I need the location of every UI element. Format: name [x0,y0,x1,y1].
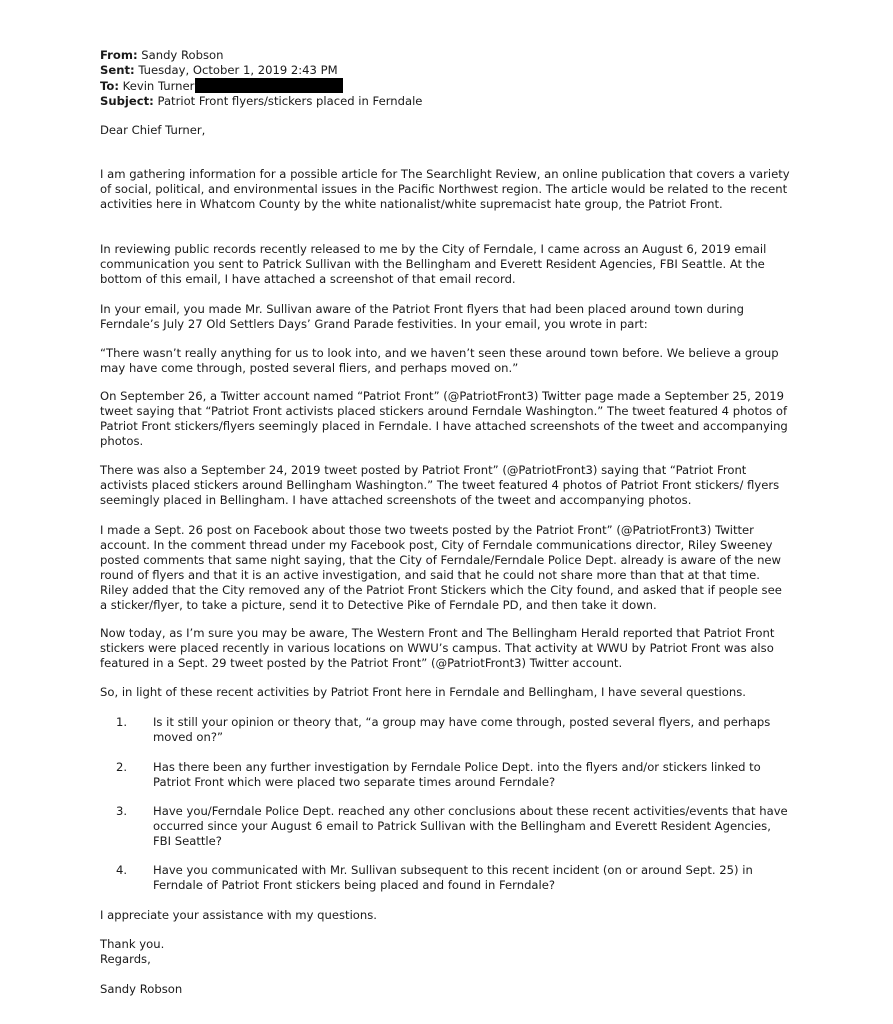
salutation: Dear Chief Turner, [100,123,206,137]
subject-line: Subject: Patriot Front flyers/stickers placed in Ferndale [100,94,423,108]
recipient-name: Kevin Turner [122,79,195,93]
quote-paragraph: “There wasn’t really anything for us to look into, and we haven’t seen these around town before. We believe a group may have come through, posted several fliers, and perhaps moved on.” [100,346,779,375]
question-text: Have you communicated with Mr. Sullivan subsequent to this recent incident (on or around Sept. 25) in Ferndale of Patriot Front stickers being placed and found in Ferndale? [153,863,753,892]
question-text: Has there been any further investigation by Ferndale Police Dept. into the flyers and/or stickers linked to Patriot Front which were placed two separate times around Ferndale? [153,760,761,789]
signature: Sandy Robson [100,982,183,996]
thank-you: Thank you. [100,937,165,951]
question-text: Have you/Ferndale Police Dept. reached any other conclusions about these recent activities/events that have occurred since your August 6 email to Patrick Sullivan with the Bellingham and Everett Resident Agencies, FBI Seattle? [153,804,788,848]
to-line: To: Kevin Turner [100,78,422,94]
question-number: 4. [116,863,128,877]
sent-date: Tuesday, October 1, 2019 2:43 PM [138,63,338,77]
paragraph: In reviewing public records recently released to me by the City of Ferndale, I came across an August 6, 2019 email communication you sent to Patrick Sullivan with the Bellingham and Everett Resident Agencies, FBI Seattle. At the bottom of this email, I have attached a screenshot of that email record. [100,242,767,286]
paragraph: There was also a September 24, 2019 tweet posted by Patriot Front” (@PatriotFront3) saying that “Patriot Front activists placed stickers around Bellingham Washington.” The tweet featured 4 photos of Patriot Front stickers/ flyers seemingly placed in Bellingham. I have attached screenshots of the tweet and accompanying photos. [100,463,780,507]
question-number: 1. [116,715,128,729]
sender-name: Sandy Robson [141,48,224,62]
paragraph: Now today, as I’m sure you may be aware, The Western Front and The Bellingham Herald reported that Patriot Front stickers were placed recently in various locations on WWU’s campus. That activity at WWU by Patriot Front was also featured in a Sept. 29 tweet posted by the Patriot Front” (@PatriotFront3) Twitter account. [100,626,775,670]
redaction-bar [195,78,343,93]
email-header [100,48,422,109]
paragraph: On September 26, a Twitter account named “Patriot Front” (@PatriotFront3) Twitter page made a September 25, 2019 tweet saying that “Patriot Front activists placed stickers around Ferndale Washington.” The tweet featured 4 photos of Patriot Front stickers/flyers seemingly placed in Ferndale. I have attached screenshots of the tweet and accompanying photos. [100,389,788,448]
paragraph: I made a Sept. 26 post on Facebook about those two tweets posted by the Patriot Front” (@PatriotFront3) Twitter account. In the comment thread under my Facebook post, City of Ferndale communications director, Riley Sweeney posted comments that same night saying, that the City of Ferndale/Ferndale Police Dept. already is aware of the new round of flyers and that it is an active investigation, and said that he could not share more than that at that time. Riley added that the City removed any of the Patriot Front Stickers which the City found, and asked that if people see a sticker/flyer, to take a picture, send it to Detective Pike of Ferndale PD, and then take it down. [100,523,782,612]
paragraph: In your email, you made Mr. Sullivan aware of the Patriot Front flyers that had been placed around town during Ferndale’s July 27 Old Settlers Days’ Grand Parade festivities. In your email, you wrote in part: [100,302,745,331]
question-number: 3. [116,804,128,818]
regards: Regards, [100,952,151,966]
question-text: Is it still your opinion or theory that, “a group may have come through, posted several flyers, and perhaps moved on?” [153,715,771,744]
paragraph: I am gathering information for a possible article for The Searchlight Review, an online publication that covers a variety of social, political, and environmental issues in the Pacific Northwest region. The article would be related to the recent activities here in Whatcom County by the white nationalist/white supremacist hate group, the Patriot Front. [100,167,790,211]
question-number: 2. [116,760,128,774]
from-line: From: Sandy Robson [100,48,224,62]
subject-text: Patriot Front flyers/stickers placed in Ferndale [157,94,423,108]
paragraph: So, in light of these recent activities by Patriot Front here in Ferndale and Bellingham, I have several questions. [100,685,746,699]
closing-line: I appreciate your assistance with my questions. [100,908,377,922]
sent-line: Sent: Tuesday, October 1, 2019 2:43 PM [100,63,338,77]
